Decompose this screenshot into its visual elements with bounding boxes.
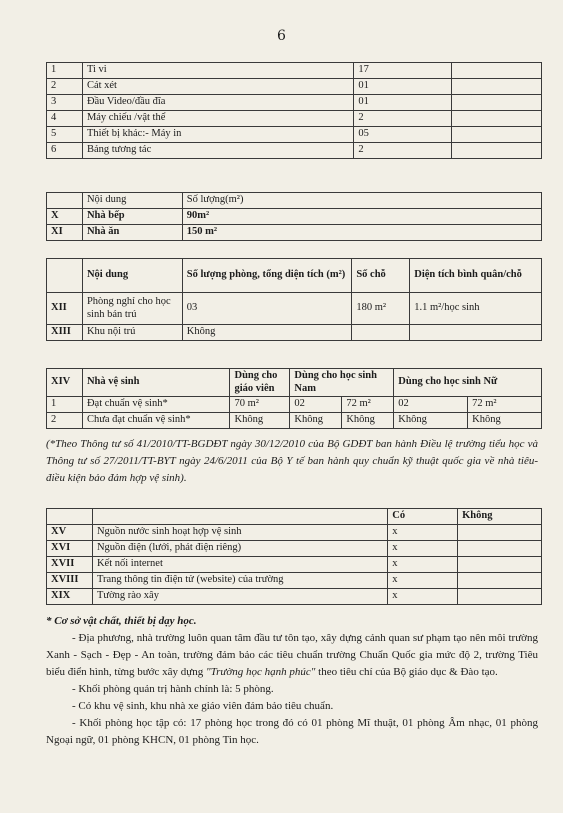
item-name: Đầu Video/đầu đĩa — [82, 95, 353, 111]
page-number: 6 — [277, 28, 286, 44]
table-row — [47, 111, 542, 127]
item-name: Nguồn nước sinh hoạt hợp vệ sinh — [92, 525, 387, 541]
paragraph: - Khối phòng quản trị hành chính là: 5 phòng. — [72, 683, 274, 695]
table-header-row — [47, 369, 542, 397]
yes-mark: x — [388, 541, 458, 557]
boarding-table — [46, 258, 542, 341]
column-header: Có — [388, 509, 458, 525]
row-number: 6 — [47, 143, 83, 159]
table-row — [47, 325, 542, 341]
row-number: XVIII — [47, 573, 93, 589]
item-name: Chưa đạt chuẩn vệ sinh* — [82, 413, 230, 429]
item-name: Tường rào xây — [92, 589, 387, 605]
item-value: 05 — [354, 127, 452, 143]
row-number: XVI — [47, 541, 93, 557]
row-number: XIX — [47, 589, 93, 605]
row-number: 3 — [47, 95, 83, 111]
column-header: Diện tích bình quân/chỗ — [410, 259, 542, 293]
yes-mark: x — [388, 573, 458, 589]
table-row — [47, 589, 542, 605]
facilities-section — [46, 613, 538, 749]
item-name: Ti vi — [82, 63, 353, 79]
item-value: 2 — [354, 111, 452, 127]
male-area: Không — [342, 413, 394, 429]
item-places: 180 m² — [352, 293, 410, 325]
column-header: Dùng cho học sinh Nam — [290, 369, 394, 397]
column-header: Dùng cho giáo viên — [230, 369, 290, 397]
yes-mark: x — [388, 589, 458, 605]
regulation-note: (*Theo Thông tư số 41/2010/TT-BGDĐT ngày 30/12/2010 của Bộ GDĐT ban hành Điều lệ trường tiểu học và Thông tư số 27/2011/TT-BYT ngày 24/6/2011 của Bộ Y tế ban hành quy chuẩn kỹ thuật quốc gia về nhà tiêu- điều kiện bảo đảm hợp vệ sinh). — [46, 438, 538, 484]
column-header: XIV — [47, 369, 83, 397]
item-name: Kết nối internet — [92, 557, 387, 573]
item-places — [352, 325, 410, 341]
item-value: 2 — [354, 143, 452, 159]
male-area: 72 m² — [342, 397, 394, 413]
no-mark — [458, 525, 542, 541]
table-row — [47, 293, 542, 325]
equipment-table — [46, 62, 542, 159]
row-number: XIII — [47, 325, 83, 341]
table-row — [47, 573, 542, 589]
item-rooms: Không — [182, 325, 352, 341]
no-mark — [458, 589, 542, 605]
yes-mark: x — [388, 525, 458, 541]
teachers-value: 70 m² — [230, 397, 290, 413]
male-count: 02 — [290, 397, 342, 413]
row-number: 1 — [47, 397, 83, 413]
female-count: Không — [394, 413, 468, 429]
column-header: Nhà vệ sinh — [82, 369, 230, 397]
item-value: 01 — [354, 95, 452, 111]
table-row — [47, 95, 542, 111]
no-mark — [458, 557, 542, 573]
row-number: 4 — [47, 111, 83, 127]
item-value: 90m² — [182, 209, 541, 225]
utility-table — [46, 508, 542, 605]
item-name: Trang thông tin điện tử (website) của trường — [92, 573, 387, 589]
column-header: Nội dung — [82, 259, 182, 293]
item-name: Phòng nghỉ cho học sinh bán trú — [82, 293, 182, 325]
row-number: XV — [47, 525, 93, 541]
table-header-row — [47, 259, 542, 293]
table-row — [47, 225, 542, 241]
table-row — [47, 541, 542, 557]
column-header: Số lượng phòng, tổng diện tích (m²) — [182, 259, 352, 293]
item-avg — [410, 325, 542, 341]
table-header-row — [47, 509, 542, 525]
row-number: 5 — [47, 127, 83, 143]
column-header: Không — [458, 509, 542, 525]
row-number: X — [47, 209, 83, 225]
quoted-phrase: "Trường học hạnh phúc" — [205, 666, 316, 678]
table-row — [47, 143, 542, 159]
row-number: XI — [47, 225, 83, 241]
toilet-table — [46, 368, 542, 429]
table-row — [47, 397, 542, 413]
male-count: Không — [290, 413, 342, 429]
table-row — [47, 127, 542, 143]
row-number: XII — [47, 293, 83, 325]
item-name: Nguồn điện (lưới, phát điện riêng) — [92, 541, 387, 557]
item-name: Nhà bếp — [82, 209, 182, 225]
table-row — [47, 413, 542, 429]
paragraph: - Có khu vệ sinh, khu nhà xe giáo viên đảm bảo tiêu chuẩn. — [72, 700, 334, 712]
item-name: Thiết bị khác:- Máy in — [82, 127, 353, 143]
item-value: 01 — [354, 79, 452, 95]
paragraph: - Khối phòng học tập có: 17 phòng học trong đó có 01 phòng Mĩ thuật, 01 phòng Âm nhạc, 01 phòng Ngoại ngữ, 01 phòng KHCN, 01 phòng Tin học. — [46, 717, 538, 746]
section-heading: * Cơ sở vật chất, thiết bị dạy học. — [46, 615, 197, 627]
item-name: Cát xét — [82, 79, 353, 95]
row-number: XVII — [47, 557, 93, 573]
item-name: Bảng tương tác — [82, 143, 353, 159]
item-name: Khu nội trú — [82, 325, 182, 341]
table-row — [47, 79, 542, 95]
no-mark — [458, 541, 542, 557]
row-number: 2 — [47, 413, 83, 429]
item-value: 150 m² — [182, 225, 541, 241]
kitchen-table — [46, 192, 542, 241]
item-avg: 1.1 m²/học sinh — [410, 293, 542, 325]
column-header: Số lượng(m²) — [182, 193, 541, 209]
female-count: 02 — [394, 397, 468, 413]
table-row — [47, 525, 542, 541]
table-row — [47, 209, 542, 225]
item-name: Đạt chuẩn vệ sinh* — [82, 397, 230, 413]
female-area: Không — [468, 413, 542, 429]
no-mark — [458, 573, 542, 589]
paragraph: - Địa phương, nhà trường luôn quan tâm đầu tư tôn tạo, xây dựng cảnh quan sư phạm tạo nên môi trường Xanh - Sạch - Đẹp - An toàn, trường đảm bảo các tiêu chuẩn trường Chuẩn Quốc gia mức độ 2, trường Tiêu biểu điển hình, từng bước xây dựng "Trường học hạnh phúc" theo tiêu chí của Bộ giáo dục & Đào tạo. — [46, 632, 538, 678]
table-row — [47, 557, 542, 573]
column-header: Nội dung — [82, 193, 182, 209]
teachers-value: Không — [230, 413, 290, 429]
table-header-row — [47, 193, 542, 209]
equipment-rows — [47, 63, 542, 159]
female-area: 72 m² — [468, 397, 542, 413]
column-header: Dùng cho học sinh Nữ — [394, 369, 542, 397]
item-rooms: 03 — [182, 293, 352, 325]
yes-mark: x — [388, 557, 458, 573]
item-name: Máy chiếu /vật thể — [82, 111, 353, 127]
table-row — [47, 63, 542, 79]
item-value: 17 — [354, 63, 452, 79]
column-header: Số chỗ — [352, 259, 410, 293]
row-number: 1 — [47, 63, 83, 79]
item-name: Nhà ăn — [82, 225, 182, 241]
row-number: 2 — [47, 79, 83, 95]
